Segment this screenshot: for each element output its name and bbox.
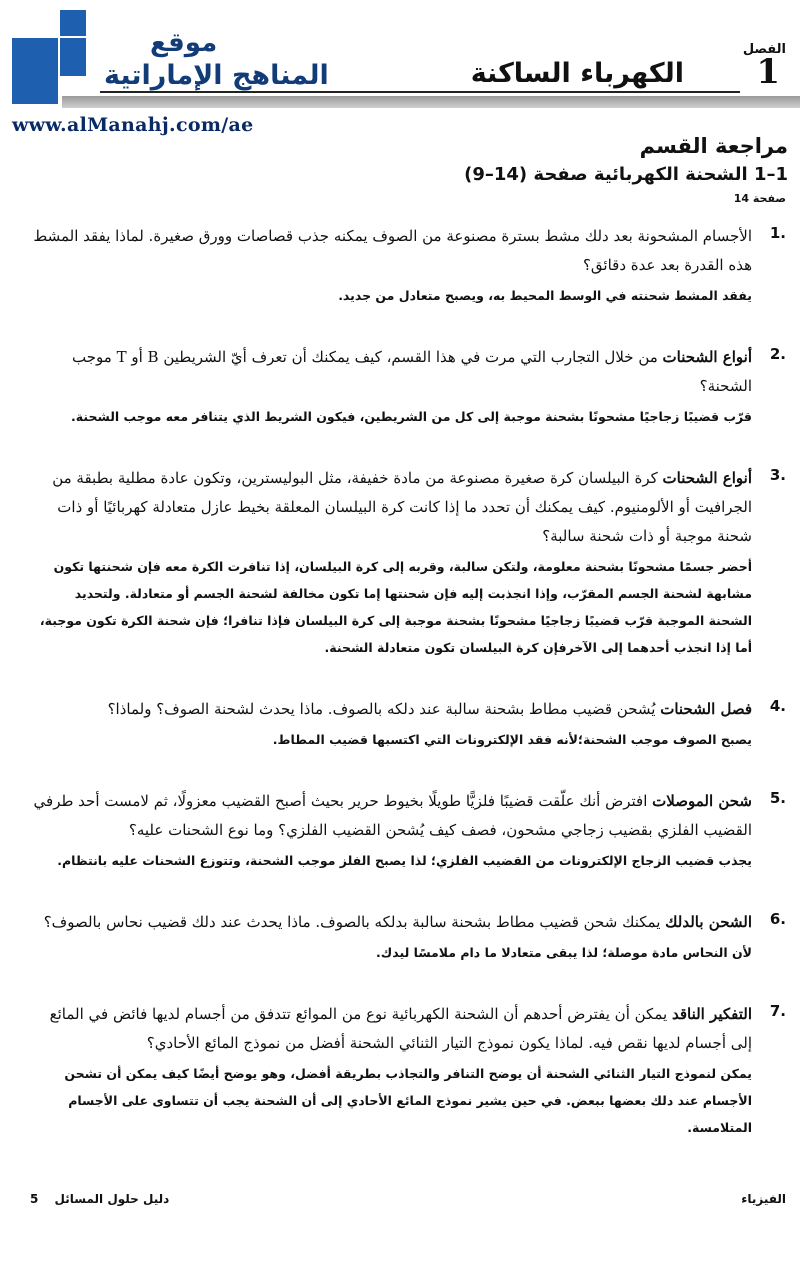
question-text: من خلال التجارب التي مرت في هذا القسم، كيف يمكنك أن تعرف أيّ الشريطين B أو T موجب الشحنة؟ [72,348,752,395]
question-topic: فصل الشحنات [660,700,752,718]
site-name-line2: المناهج الإماراتية [104,60,329,91]
question-topic: أنواع الشحنات [662,469,752,487]
section-subtitle: 1–1 الشحنة الكهربائية صفحة (14–9) [464,164,788,185]
chapter-bar [62,96,800,108]
question-text: يمكن أن يفترض أحدهم أن الشحنة الكهربائية نوع من الموائع تتدفق من أجسام لديها فائض في المائع إلى أجسام لديها نقص فيه. لماذا يكون نموذج التيار الثنائي الشحنة أفضل من نموذج المائع الأحادي؟ [49,1005,752,1052]
question-item [30,908,786,966]
question-topic: الشحن بالدلك [665,913,752,931]
answer-text: يمكن لنموذج التيار الثنائي الشحنة أن يوضح التنافر والتجاذب بطريقة أفضل، وهو يوضح أيضًا كيف يمكن أن تشحن الأجسام عند دلك بعضها ببعض. في حين يشير نموذج المائع الأحادي إلى أن الشحنة يجب أن تتساوى على الأجسام المتلامسة. [64,1066,752,1135]
question-item [30,1000,786,1141]
question-text: افترض أنك علّقت قضيبًا فلزيًّا طويلًا بخيوط حرير بحيث أصبح القضيب معزولًا، ثم لامست أحد طرفي القضيب الفلزي بقضيب زجاجي مشحون، فصف كيف يُشحن القضيب الفلزي؟ وما نوع الشحنات عليه؟ [33,792,752,839]
question-text: الأجسام المشحونة بعد دلك مشط بسترة مصنوعة من الصوف يمكنه جذب قصاصات وورق صغيرة. لماذا يفقد المشط هذه القدرة بعد عدة دقائق؟ [33,227,752,274]
question-number: .2 [769,345,786,363]
question-text: يمكنك شحن قضيب مطاط بشحنة سالبة بدلكه بالصوف. ماذا يحدث عند دلك قضيب نحاس بالصوف؟ [43,913,666,931]
logo-square [60,38,86,76]
question-number: .6 [769,910,786,928]
question-topic: أنواع الشحنات [662,348,752,366]
section-title: مراجعة القسم [639,134,788,158]
answer-text: يجذب قضيب الزجاج الإلكترونات من القضيب الفلزي؛ لذا يصبح الفلز موجب الشحنة، وتتوزع الشحنات عليه بانتظام. [57,853,752,868]
logo-square [60,10,86,36]
chapter-number: 1 [756,52,780,92]
question-number: .5 [769,789,786,807]
answer-text: يفقد المشط شحنته في الوسط المحيط به، ويصبح متعادل من جديد. [338,288,752,303]
answer-text: يصبح الصوف موجب الشحنة؛لأنه فقد الإلكترونات التي اكتسبها قضيب المطاط. [272,732,752,747]
site-name-line1: موقع [150,28,218,58]
question-number: .1 [769,224,786,242]
chapter-label: الفصل [742,42,786,57]
question-item [30,343,786,430]
logo-square [12,38,58,104]
answer-text: لأن النحاس مادة موصلة؛ لذا يبقى متعادلا ما دام ملامسًا ليدك. [376,945,752,960]
question-item [30,222,786,309]
page-number: 5 [30,1192,39,1206]
answer-text: قرّب قضيبًا زجاجيًا مشحونًا بشحنة موجبة إلى كل من الشريطين، فيكون الشريط الذي يتنافر معه موجب الشحنة. [71,409,752,424]
answer-text: أحضر جسمًا مشحونًا بشحنة معلومة، ولتكن سالبة، وقربه إلى كرة البيلسان، إذا تنافرت الكرة معه فإن شحنتها تكون مشابهة لشحنة الجسم المقرّب، وإذا انجذبت إليه فإن شحنتها إما تكون مخالفة لشحنة الجسم أو متعادلة. ولتحديد الشحنة الموجبة قرّب قضيبًا زجاجيًا مشحونًا بشحنة موجبة إلى كرة البيلسان فإذا تنافرا؛ فإن شحنة الكرة تكون موجبة، أما إذا انجذب أحدهما إلى الآخرفإن كرة البيلسان تكون متعادلة الشحنة. [39,559,752,655]
question-number: .7 [769,1002,786,1020]
question-number: .4 [769,697,786,715]
questions-list [30,222,786,1175]
footer-subject: الفيزياء [741,1192,786,1206]
question-item [30,787,786,874]
question-number: .3 [769,466,786,484]
question-item [30,695,786,753]
question-item [30,464,786,661]
page-reference: صفحة 14 [733,192,786,205]
question-topic: التفكير الناقد [671,1005,752,1023]
site-url[interactable]: www.alManahj.com/ae [12,114,254,136]
chapter-rule [100,91,740,93]
footer-guide-title: دليل حلول المسائل [54,1192,170,1206]
question-text: كرة البيلسان كرة صغيرة مصنوعة من مادة خفيفة، مثل البوليسترين، وتكون عادة مطلية بطبقة من الجرافيت أو الألومنيوم. كيف يمكنك أن تحدد ما إذا كانت كرة البيلسان المعلقة بخيط عازل متعادلة كهربائيًا أو ذات شحنة موجبة أو ذات شحنة سالبة؟ [52,469,752,545]
question-text: يُشحن قضيب مطاط بشحنة سالبة عند دلكه بالصوف. ماذا يحدث لشحنة الصوف؟ ولماذا؟ [107,700,661,718]
chapter-title: الكهرباء الساكنة [470,58,684,89]
question-topic: شحن الموصلات [652,792,752,810]
footer-guide [30,1192,169,1206]
site-logo [12,10,86,110]
